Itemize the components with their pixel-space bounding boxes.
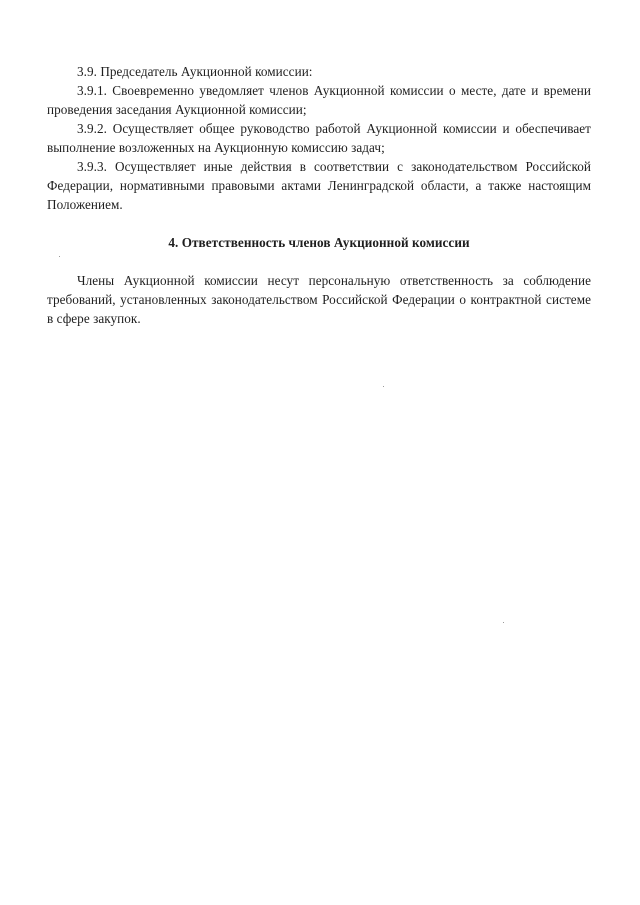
paragraph-3-9-3: 3.9.3. Осуществляет иные действия в соответствии с законодательством Российской Федерации, нормативными правовыми актами Ленинградской области, а также настоящим Положением.	[47, 159, 591, 212]
scan-speck	[503, 622, 504, 623]
paragraph-3-9-1: 3.9.1. Своевременно уведомляет членов Аукционной комиссии о месте, дате и времени проведения заседания Аукционной комиссии;	[47, 83, 591, 117]
scan-speck	[383, 386, 384, 387]
paragraph-3-9: 3.9. Председатель Аукционной комиссии:	[77, 64, 313, 79]
scan-speck	[59, 256, 60, 257]
document-body	[47, 62, 591, 328]
section-4-heading: 4. Ответственность членов Аукционной комиссии	[168, 235, 470, 250]
paragraph-section-4: Члены Аукционной комиссии несут персональную ответственность за соблюдение требований, установленных законодательством Российской Федерации о контрактной системе в сфере закупок.	[47, 273, 591, 326]
paragraph-3-9-2: 3.9.2. Осуществляет общее руководство работой Аукционной комиссии и обеспечивает выполнение возложенных на Аукционную комиссию задач;	[47, 121, 591, 155]
